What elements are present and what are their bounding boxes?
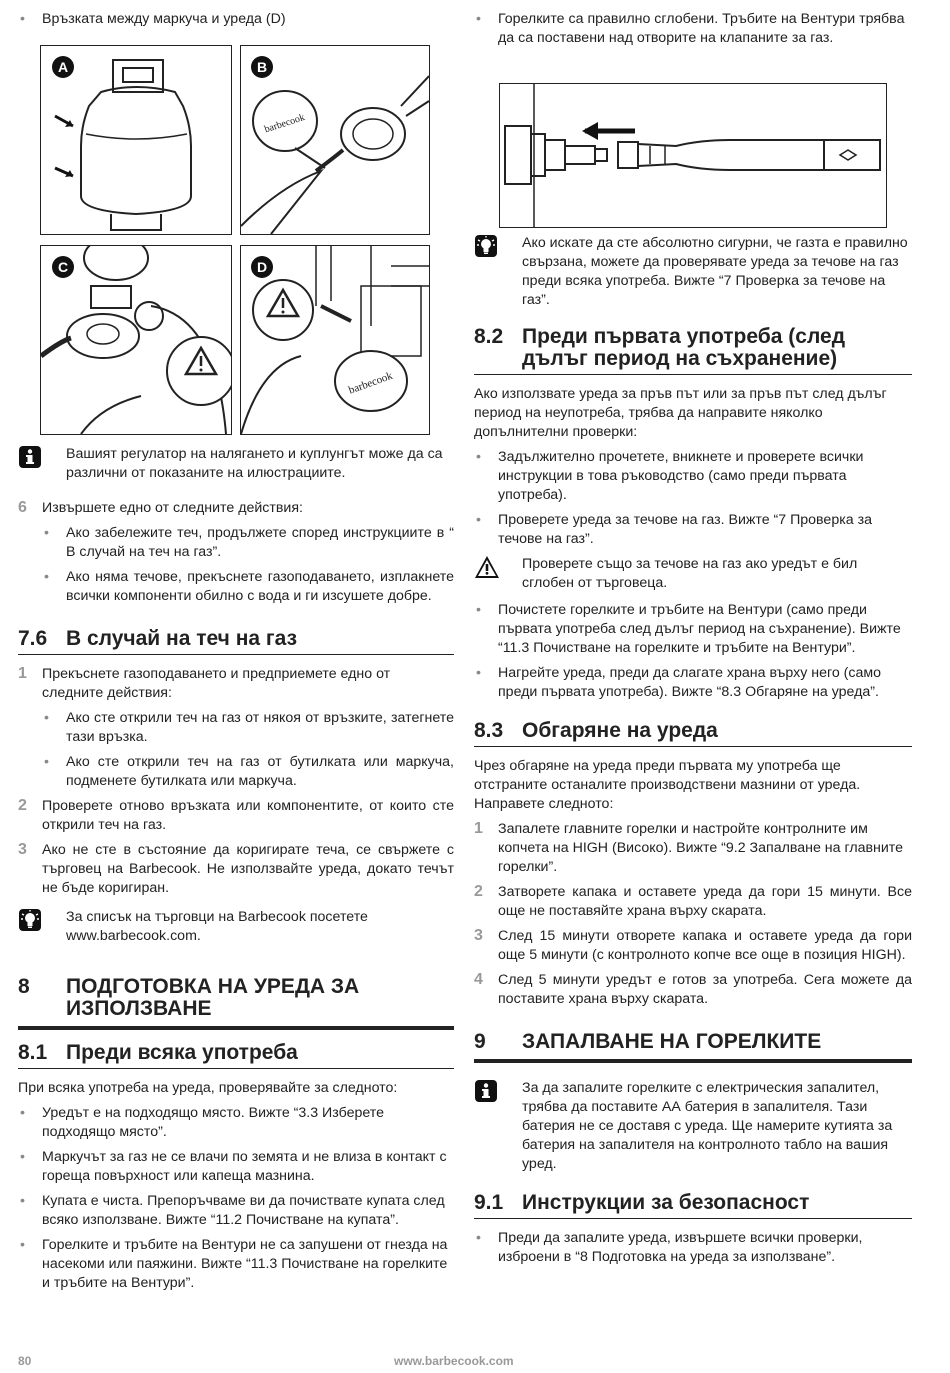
s81-bullet: • Горелките и тръбите на Вентури не са запушени от гнезда на насекоми или паяжини. Вижте “11.3 Почистване на горелките и тръбите на Вентури”. — [18, 1236, 454, 1293]
s81-intro: При всяка употреба на уреда, проверявайте за следното: — [18, 1080, 398, 1096]
s91-bullet: • Преди да запалите уреда, извършете всички проверки, изброени в “8 Подготовка на уреда за използване”. — [474, 1229, 912, 1267]
right-column-body — [474, 234, 912, 1273]
section-8-3-heading: 8.3 Обгаряне на уреда — [474, 720, 912, 747]
warning-note-text: Проверете също за течове на газ ако уредът е бил сглобен от търговеца. — [522, 556, 858, 591]
right-column — [474, 10, 912, 54]
info-note — [18, 445, 454, 483]
s82-bullet: • Задължително прочетете, вникнете и проверете всички инструкции в това ръководство (само преди първата употреба). — [474, 448, 912, 505]
s83-step: 2 Затворете капака и оставете уреда да гори 15 минути. Все още не поставяйте храна върху скарата. — [474, 883, 912, 919]
figure-a-gas-bottle — [40, 45, 232, 235]
s76-step-1-sub: • Ако сте открили теч на газ от някоя от връзките, затегнете тази връзка. — [18, 709, 454, 747]
s76-step-1-sub: • Ако сте открили теч на газ от бутилката или маркуча, подменете бутилката или маркуча. — [18, 753, 454, 791]
step-text: След 5 минути уредът е готов за употреба. Сега можете да поставите храна върху скарата. — [498, 972, 912, 1007]
s82-intro: Ако използвате уреда за пръв път или за пръв път след дълъг период на неупотреба, трябва да направите няколко допълнителни проверки: — [474, 386, 887, 440]
figure-label: C — [52, 256, 74, 278]
footer-url[interactable]: www.barbecook.com — [394, 1354, 514, 1368]
left-column-body — [18, 445, 454, 1299]
section-9-heading: 9 ЗАПАЛВАНЕ НА ГОРЕЛКИТЕ — [474, 1031, 912, 1063]
step-text: Запалете главните горелки и настройте контролните им копчета на HIGH (Високо). Вижте “9.2 Запалване на главните горелки”. — [498, 821, 904, 875]
s83-step: 1 Запалете главните горелки и настройте контролните им копчета на HIGH (Високо). Вижте “9.2 Запалване на главните горелки”. — [474, 820, 912, 877]
figure-d-appliance-connection — [240, 245, 430, 435]
figure-b-regulator — [240, 45, 430, 235]
section-8-1-heading: 8.1 Преди всяка употреба — [18, 1042, 454, 1069]
appliance-connection-drawing — [241, 246, 429, 434]
brand-text: barbecook — [347, 369, 395, 397]
section-7-6-heading: 7.6 В случай на теч на газ — [18, 628, 454, 655]
brand-text: barbecook — [263, 112, 307, 136]
section-8-2-heading: 8.2 Преди първата употреба (след дълъг период на съхранение) — [474, 326, 912, 375]
warning-note — [474, 555, 912, 593]
step-6: 6 Извършете едно от следните действия: — [18, 499, 454, 518]
burners-bullet: • Горелките са правилно сглобени. Тръбите на Вентури трябва да са поставени над отворите на клапаните за газ. — [474, 10, 912, 48]
info-note-text: За да запалите горелките с електрическия запалител, трябва да поставите АА батерия в запалителя. Тази батерия не се доставя с уреда. Ще намерите кутията за батерия на запалителя на контролното табло на вашия уред. — [522, 1080, 893, 1172]
cylinder-connection-drawing — [41, 246, 231, 434]
figure-label: D — [251, 256, 273, 278]
s81-bullet: • Маркучът за газ не се влачи по земята и не влиза в контакт с гореща повърхност или капеща мазнина. — [18, 1148, 454, 1186]
step-text: Ако не сте в състояние да коригирате теча, се свържете с търговец на Barbecook. Не използвайте уреда, докато течът не бъде коригиран. — [42, 842, 454, 896]
s82-bullet: • Проверете уреда за течове на газ. Вижте “7 Проверка за течове на газ”. — [474, 511, 912, 549]
s76-step-2: 2 Проверете отново връзката или компонентите, от които сте открили теч на газ. — [18, 797, 454, 833]
step-6-sub: • Ако забележите теч, продължете според инструкциите в “ В случай на теч на газ”. — [18, 524, 454, 562]
section-8-heading: 8 ПОДГОТОВКА НА УРЕДА ЗА ИЗПОЛЗВАНЕ — [18, 976, 454, 1030]
tip-note-text: Ако искате да сте абсолютно сигурни, че газта е правилно свързана, можете да проверявате уреда за течове на газ преди всяка употреба. Вижте “7 Проверка за течове на газ”. — [522, 235, 908, 308]
venturi-tube-drawing — [500, 84, 886, 227]
info-note-text: Вашият регулатор на налягането и куплунгът може да са различни от показаните на илюстрациите. — [66, 446, 443, 481]
info-note — [474, 1079, 912, 1174]
figure-label: A — [52, 56, 74, 78]
left-column — [18, 10, 454, 35]
tip-note-text: За списък на търговци на Barbecook посетете www.barbecook.com. — [66, 909, 368, 944]
s76-step-3: 3 Ако не сте в състояние да коригирате теча, се свържете с търговец на Barbecook. Не използвайте уреда, докато течът не бъде коригиран. — [18, 841, 454, 896]
info-icon — [474, 1079, 498, 1103]
page-number: 80 — [18, 1354, 32, 1368]
regulator-drawing — [241, 46, 429, 234]
lightbulb-icon — [474, 234, 498, 258]
s82-bullet: • Почистете горелките и тръбите на Вентури (само преди първата употреба след дълъг период на съхранение). Вижте “11.3 Почистване на горелките и тръбите на Вентури”. — [474, 601, 912, 658]
lightbulb-icon — [18, 908, 42, 932]
s83-step: 4 След 5 минути уредът е готов за употреба. Сега можете да поставите храна върху скарата. — [474, 971, 912, 1007]
warning-icon — [474, 555, 498, 579]
tip-note — [474, 234, 912, 310]
s81-bullet: • Уредът е на подходящо място. Вижте “3.3 Изберете подходящо място”. — [18, 1104, 454, 1142]
s83-intro: Чрез обгаряне на уреда преди първата му употреба ще отстраните останалите производствени мазнини от уреда. Направете следното: — [474, 758, 861, 812]
gas-bottle-drawing — [41, 46, 231, 234]
s82-bullet: • Нагрейте уреда, преди да слагате храна върху него (само преди първата употреба). Вижте “8.3 Обгаряне на уреда”. — [474, 664, 912, 702]
step-text: Затворете капака и оставете уреда да гори 15 минути. Все още не поставяйте храна върху скарата. — [498, 884, 912, 919]
connection-bullet: • Връзката между маркуча и уреда (D) — [18, 10, 454, 29]
step-text: Извършете едно от следните действия: — [42, 500, 303, 516]
s76-step-1: 1 Прекъснете газоподаването и предприемете едно от следните действия: — [18, 665, 454, 703]
step-text: Проверете отново връзката или компонентите, от които сте открили теч на газ. — [42, 798, 454, 833]
figure-label: B — [251, 56, 273, 78]
step-text: Прекъснете газоподаването и предприемете едно от следните действия: — [42, 666, 391, 701]
section-9-1-heading: 9.1 Инструкции за безопасност — [474, 1192, 912, 1219]
s83-step: 3 След 15 минути отворете капака и оставете уреда да гори още 5 минути (с контролното копче все още в позиция HIGH). — [474, 927, 912, 963]
s81-bullet: • Купата е чиста. Препоръчваме ви да почиствате купата след всяко използване. Вижте “11.2 Почистване на купата”. — [18, 1192, 454, 1230]
tip-note — [18, 908, 454, 946]
figure-c-cylinder-connection — [40, 245, 232, 435]
info-icon — [18, 445, 42, 469]
step-6-sub: • Ако няма течове, прекъснете газоподаването, изплакнете всички компоненти обилно с вода и ги изсушете добре. — [18, 568, 454, 606]
figure-venturi-tube — [499, 83, 887, 228]
step-text: След 15 минути отворете капака и оставете уреда да гори още 5 минути (с контролното копче все още в позиция HIGH). — [498, 928, 912, 963]
